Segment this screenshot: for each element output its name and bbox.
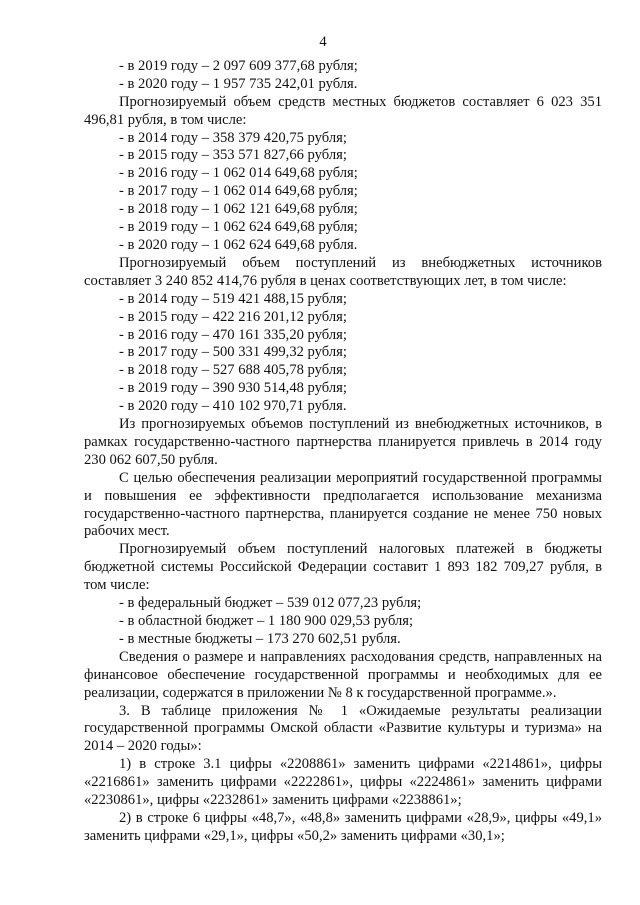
list-item: - в 2018 году – 527 688 405,78 рубля; (119, 362, 347, 379)
ppp-paragraph: Из прогнозируемых объемов поступлений из внебюджетных источников, в рамках государственно-частного партнерства планируется привлечь в 2014 году 230 062 607,50 рубля. (84, 416, 602, 468)
list-item: - в 2015 году – 353 571 827,66 рубля; (119, 147, 347, 164)
list-item: - в федеральный бюджет – 539 012 077,23 рубля; (119, 595, 422, 612)
jobs-paragraph: С целью обеспечения реализации мероприятий государственной программы и повышения ее эффективности предполагается использование механизма государственно-частного партнерства, планируется создание не менее 750 новых рабочих мест. (84, 469, 602, 540)
list-item: - в 2017 году – 1 062 014 649,68 рубля; (119, 183, 358, 200)
info-paragraph: Сведения о размере и направлениях расходования средств, направленных на финансовое обеспечение государственной программы и необходимых для ее реализации, содержатся в приложении № 8 к государственной программе.». (84, 648, 602, 701)
list-item: - в 2014 году – 358 379 420,75 рубля; (119, 129, 347, 146)
list-item: - в областной бюджет – 1 180 900 029,53 рубля; (119, 613, 414, 629)
list-item: - в 2019 году – 390 930 514,48 рубля; (119, 380, 347, 397)
intro-list (84, 58, 602, 94)
list-item: - в 2016 году – 1 062 014 649,68 рубля; (119, 165, 358, 182)
paragraph: Прогнозируемый объем поступлений налоговых платежей в бюджеты бюджетной системы Российской Федерации составит 1 893 182 709,27 рубля, в том числе: (84, 541, 602, 594)
item-3-1-paragraph: 1) в строке 3.1 цифры «2208861» заменить цифрами «2214861», цифры «2216861» заменить цифрами «2222861», цифры «2224861» заменить цифрами «2230861», цифры «2232861» заменить цифрами «2238861»; (84, 756, 602, 809)
list-item: - в 2014 году – 519 421 488,15 рубля; (119, 290, 347, 307)
list-item: - в 2016 году – 470 161 335,20 рубля; (119, 326, 347, 343)
local-budgets-section (84, 94, 602, 255)
list-item: - в местные бюджеты – 173 270 602,51 рубля. (119, 630, 401, 647)
list-item: - в 2015 году – 422 216 201,12 рубля; (119, 308, 347, 325)
extra-budget-section (84, 255, 602, 416)
list-item: - в 2019 году – 1 062 624 649,68 рубля; (119, 219, 358, 236)
list-item: - в 2020 году – 1 957 735 242,01 рубля. (119, 75, 358, 92)
list-item: - в 2020 году – 410 102 970,71 рубля. (119, 398, 347, 415)
page-number: 4 (319, 34, 327, 50)
list-item: - в 2019 году – 2 097 609 377,68 рубля; (119, 57, 358, 74)
paragraph: Прогнозируемый объем средств местных бюджетов составляет 6 023 351 496,81 рубля, в том числе: (84, 93, 602, 128)
tax-section (84, 541, 602, 648)
paragraph: Прогнозируемый объем поступлений из внебюджетных источников составляет 3 240 852 414,76 рубля в ценах соответствующих лет, в том числе: (84, 254, 602, 289)
list-item: - в 2017 году – 500 331 499,32 рубля; (119, 344, 347, 361)
item-3-paragraph: 3. В таблице приложения № 1 «Ожидаемые результаты реализации государственной программы Омской области «Развитие культуры и туризма» на 2014 – 2020 годы»: (84, 702, 602, 755)
list-item: - в 2018 году – 1 062 121 649,68 рубля; (119, 201, 358, 218)
list-item: - в 2020 году – 1 062 624 649,68 рубля. (119, 236, 358, 253)
item-3-2-paragraph: 2) в строке 6 цифры «48,7», «48,8» заменить цифрами «28,9», цифры «49,1» заменить цифрами «29,1», цифры «50,2» заменить цифрами «30,1»; (84, 809, 602, 844)
